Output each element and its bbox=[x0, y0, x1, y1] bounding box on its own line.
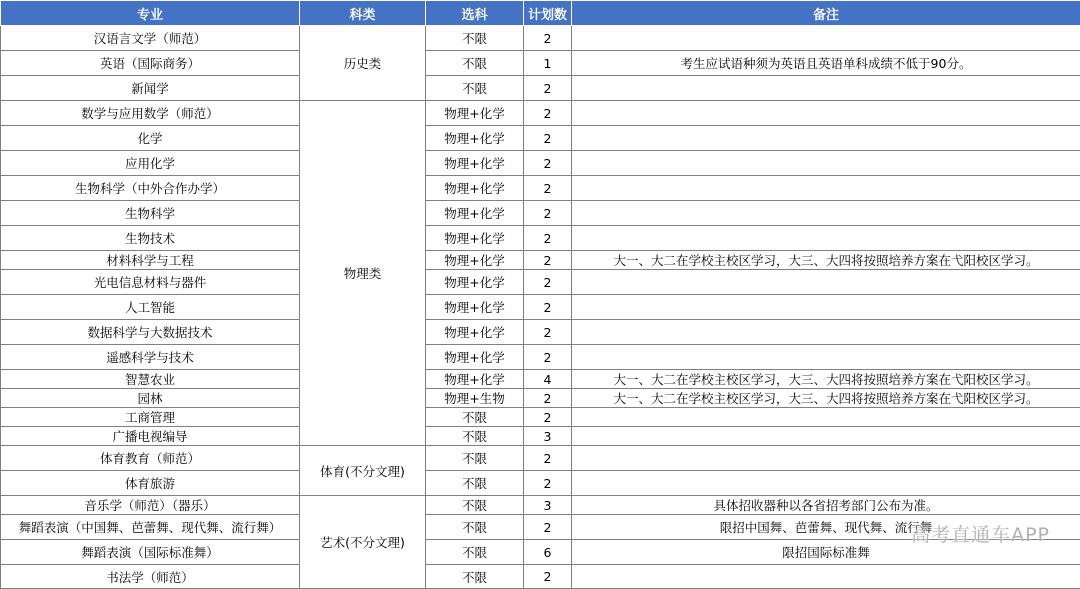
subject-cell: 物理+化学 bbox=[426, 370, 524, 389]
subject-cell: 不限 bbox=[426, 446, 524, 471]
subject-cell: 不限 bbox=[426, 26, 524, 51]
major-cell: 材料科学与工程 bbox=[1, 251, 300, 270]
plan-cell: 1 bbox=[524, 51, 572, 76]
note-cell bbox=[572, 320, 1080, 345]
plan-cell: 6 bbox=[524, 540, 572, 565]
major-cell: 书法学（师范） bbox=[1, 565, 300, 589]
major-cell: 体育旅游 bbox=[1, 471, 300, 496]
plan-cell: 2 bbox=[524, 515, 572, 540]
plan-cell: 2 bbox=[524, 176, 572, 201]
note-cell: 限招中国舞、芭蕾舞、现代舞、流行舞 bbox=[572, 515, 1080, 540]
subject-cell: 物理+化学 bbox=[426, 126, 524, 151]
note-cell: 大一、大二在学校主校区学习，大三、大四将按照培养方案在弋阳校区学习。 bbox=[572, 251, 1080, 270]
major-cell: 生物科学 bbox=[1, 201, 300, 226]
plan-cell: 2 bbox=[524, 408, 572, 427]
note-cell bbox=[572, 226, 1080, 251]
subject-cell: 物理+化学 bbox=[426, 251, 524, 270]
subject-cell: 不限 bbox=[426, 565, 524, 589]
header-major: 专业 bbox=[1, 1, 300, 26]
note-cell bbox=[572, 176, 1080, 201]
note-cell bbox=[572, 26, 1080, 51]
note-cell bbox=[572, 295, 1080, 320]
table-row bbox=[1, 51, 1080, 76]
major-cell: 人工智能 bbox=[1, 295, 300, 320]
subject-cell: 不限 bbox=[426, 515, 524, 540]
subject-cell: 物理+化学 bbox=[426, 101, 524, 126]
subject-cell: 不限 bbox=[426, 496, 524, 515]
major-cell: 音乐学（师范）（器乐） bbox=[1, 496, 300, 515]
plan-cell: 2 bbox=[524, 101, 572, 126]
category-cell: 物理类 bbox=[300, 101, 426, 446]
major-cell: 工商管理 bbox=[1, 408, 300, 427]
plan-cell: 3 bbox=[524, 427, 572, 446]
note-cell: 大一、大二在学校主校区学习，大三、大四将按照培养方案在弋阳校区学习。 bbox=[572, 389, 1080, 408]
major-cell: 数学与应用数学（师范） bbox=[1, 101, 300, 126]
note-cell: 限招国际标准舞 bbox=[572, 540, 1080, 565]
plan-cell: 2 bbox=[524, 295, 572, 320]
major-cell: 化学 bbox=[1, 126, 300, 151]
note-cell bbox=[572, 201, 1080, 226]
table-row bbox=[1, 201, 1080, 226]
major-cell: 舞蹈表演（国际标准舞） bbox=[1, 540, 300, 565]
table-row bbox=[1, 496, 1080, 515]
table-header-row bbox=[1, 1, 1080, 26]
subject-cell: 物理+化学 bbox=[426, 201, 524, 226]
subject-cell: 物理+化学 bbox=[426, 295, 524, 320]
plan-cell: 2 bbox=[524, 151, 572, 176]
subject-cell: 不限 bbox=[426, 427, 524, 446]
table-row bbox=[1, 320, 1080, 345]
table-row bbox=[1, 471, 1080, 496]
plan-cell: 2 bbox=[524, 345, 572, 370]
table-row bbox=[1, 126, 1080, 151]
table-row bbox=[1, 76, 1080, 101]
note-cell: 大一、大二在学校主校区学习，大三、大四将按照培养方案在弋阳校区学习。 bbox=[572, 370, 1080, 389]
note-cell bbox=[572, 101, 1080, 126]
header-subject: 选科 bbox=[426, 1, 524, 26]
table-row bbox=[1, 515, 1080, 540]
plan-cell: 2 bbox=[524, 471, 572, 496]
note-cell bbox=[572, 471, 1080, 496]
category-cell: 体育(不分文理) bbox=[300, 446, 426, 496]
plan-cell: 2 bbox=[524, 389, 572, 408]
subject-cell: 不限 bbox=[426, 51, 524, 76]
header-plan: 计划数 bbox=[524, 1, 572, 26]
category-cell: 历史类 bbox=[300, 26, 426, 101]
table-row bbox=[1, 151, 1080, 176]
subject-cell: 物理+化学 bbox=[426, 226, 524, 251]
table-row bbox=[1, 226, 1080, 251]
plan-cell: 2 bbox=[524, 126, 572, 151]
major-cell: 光电信息材料与器件 bbox=[1, 270, 300, 295]
subject-cell: 不限 bbox=[426, 471, 524, 496]
table-row bbox=[1, 26, 1080, 51]
subject-cell: 物理+生物 bbox=[426, 389, 524, 408]
plan-cell: 2 bbox=[524, 226, 572, 251]
note-cell bbox=[572, 446, 1080, 471]
plan-cell: 2 bbox=[524, 270, 572, 295]
major-cell: 智慧农业 bbox=[1, 370, 300, 389]
major-cell: 新闻学 bbox=[1, 76, 300, 101]
major-cell: 英语（国际商务） bbox=[1, 51, 300, 76]
major-cell: 应用化学 bbox=[1, 151, 300, 176]
major-cell: 生物科学（中外合作办学） bbox=[1, 176, 300, 201]
subject-cell: 物理+化学 bbox=[426, 176, 524, 201]
table-row bbox=[1, 251, 1080, 270]
plan-cell: 2 bbox=[524, 201, 572, 226]
note-cell bbox=[572, 126, 1080, 151]
header-category: 科类 bbox=[300, 1, 426, 26]
plan-cell: 2 bbox=[524, 26, 572, 51]
plan-cell: 2 bbox=[524, 251, 572, 270]
table-row bbox=[1, 270, 1080, 295]
plan-cell: 4 bbox=[524, 370, 572, 389]
table-row bbox=[1, 540, 1080, 565]
subject-cell: 不限 bbox=[426, 408, 524, 427]
major-cell: 汉语言文学（师范） bbox=[1, 26, 300, 51]
subject-cell: 物理+化学 bbox=[426, 345, 524, 370]
table-row bbox=[1, 389, 1080, 408]
note-cell bbox=[572, 345, 1080, 370]
plan-cell: 2 bbox=[524, 446, 572, 471]
plan-cell: 2 bbox=[524, 76, 572, 101]
subject-cell: 物理+化学 bbox=[426, 320, 524, 345]
plan-cell: 2 bbox=[524, 320, 572, 345]
table-row bbox=[1, 408, 1080, 427]
major-cell: 体育教育（师范） bbox=[1, 446, 300, 471]
major-cell: 园林 bbox=[1, 389, 300, 408]
table-row bbox=[1, 370, 1080, 389]
subject-cell: 不限 bbox=[426, 540, 524, 565]
header-note: 备注 bbox=[572, 1, 1080, 26]
subject-cell: 不限 bbox=[426, 76, 524, 101]
note-cell bbox=[572, 270, 1080, 295]
note-cell bbox=[572, 76, 1080, 101]
plan-cell: 3 bbox=[524, 496, 572, 515]
category-cell: 艺术(不分文理) bbox=[300, 496, 426, 589]
note-cell bbox=[572, 408, 1080, 427]
note-cell bbox=[572, 151, 1080, 176]
table-row bbox=[1, 101, 1080, 126]
subject-cell: 物理+化学 bbox=[426, 270, 524, 295]
major-cell: 遥感科学与技术 bbox=[1, 345, 300, 370]
table-row bbox=[1, 427, 1080, 446]
major-cell: 广播电视编导 bbox=[1, 427, 300, 446]
major-cell: 生物技术 bbox=[1, 226, 300, 251]
table-row bbox=[1, 176, 1080, 201]
watermark-text: 高考直通车APP bbox=[911, 520, 1050, 547]
plan-cell: 2 bbox=[524, 565, 572, 589]
major-cell: 数据科学与大数据技术 bbox=[1, 320, 300, 345]
note-cell: 考生应试语种须为英语且英语单科成绩不低于90分。 bbox=[572, 51, 1080, 76]
note-cell: 具体招收器种以各省招考部门公布为准。 bbox=[572, 496, 1080, 515]
major-cell: 舞蹈表演（中国舞、芭蕾舞、现代舞、流行舞） bbox=[1, 515, 300, 540]
table-row bbox=[1, 446, 1080, 471]
table-row bbox=[1, 345, 1080, 370]
subject-cell: 物理+化学 bbox=[426, 151, 524, 176]
table-row bbox=[1, 295, 1080, 320]
note-cell bbox=[572, 427, 1080, 446]
